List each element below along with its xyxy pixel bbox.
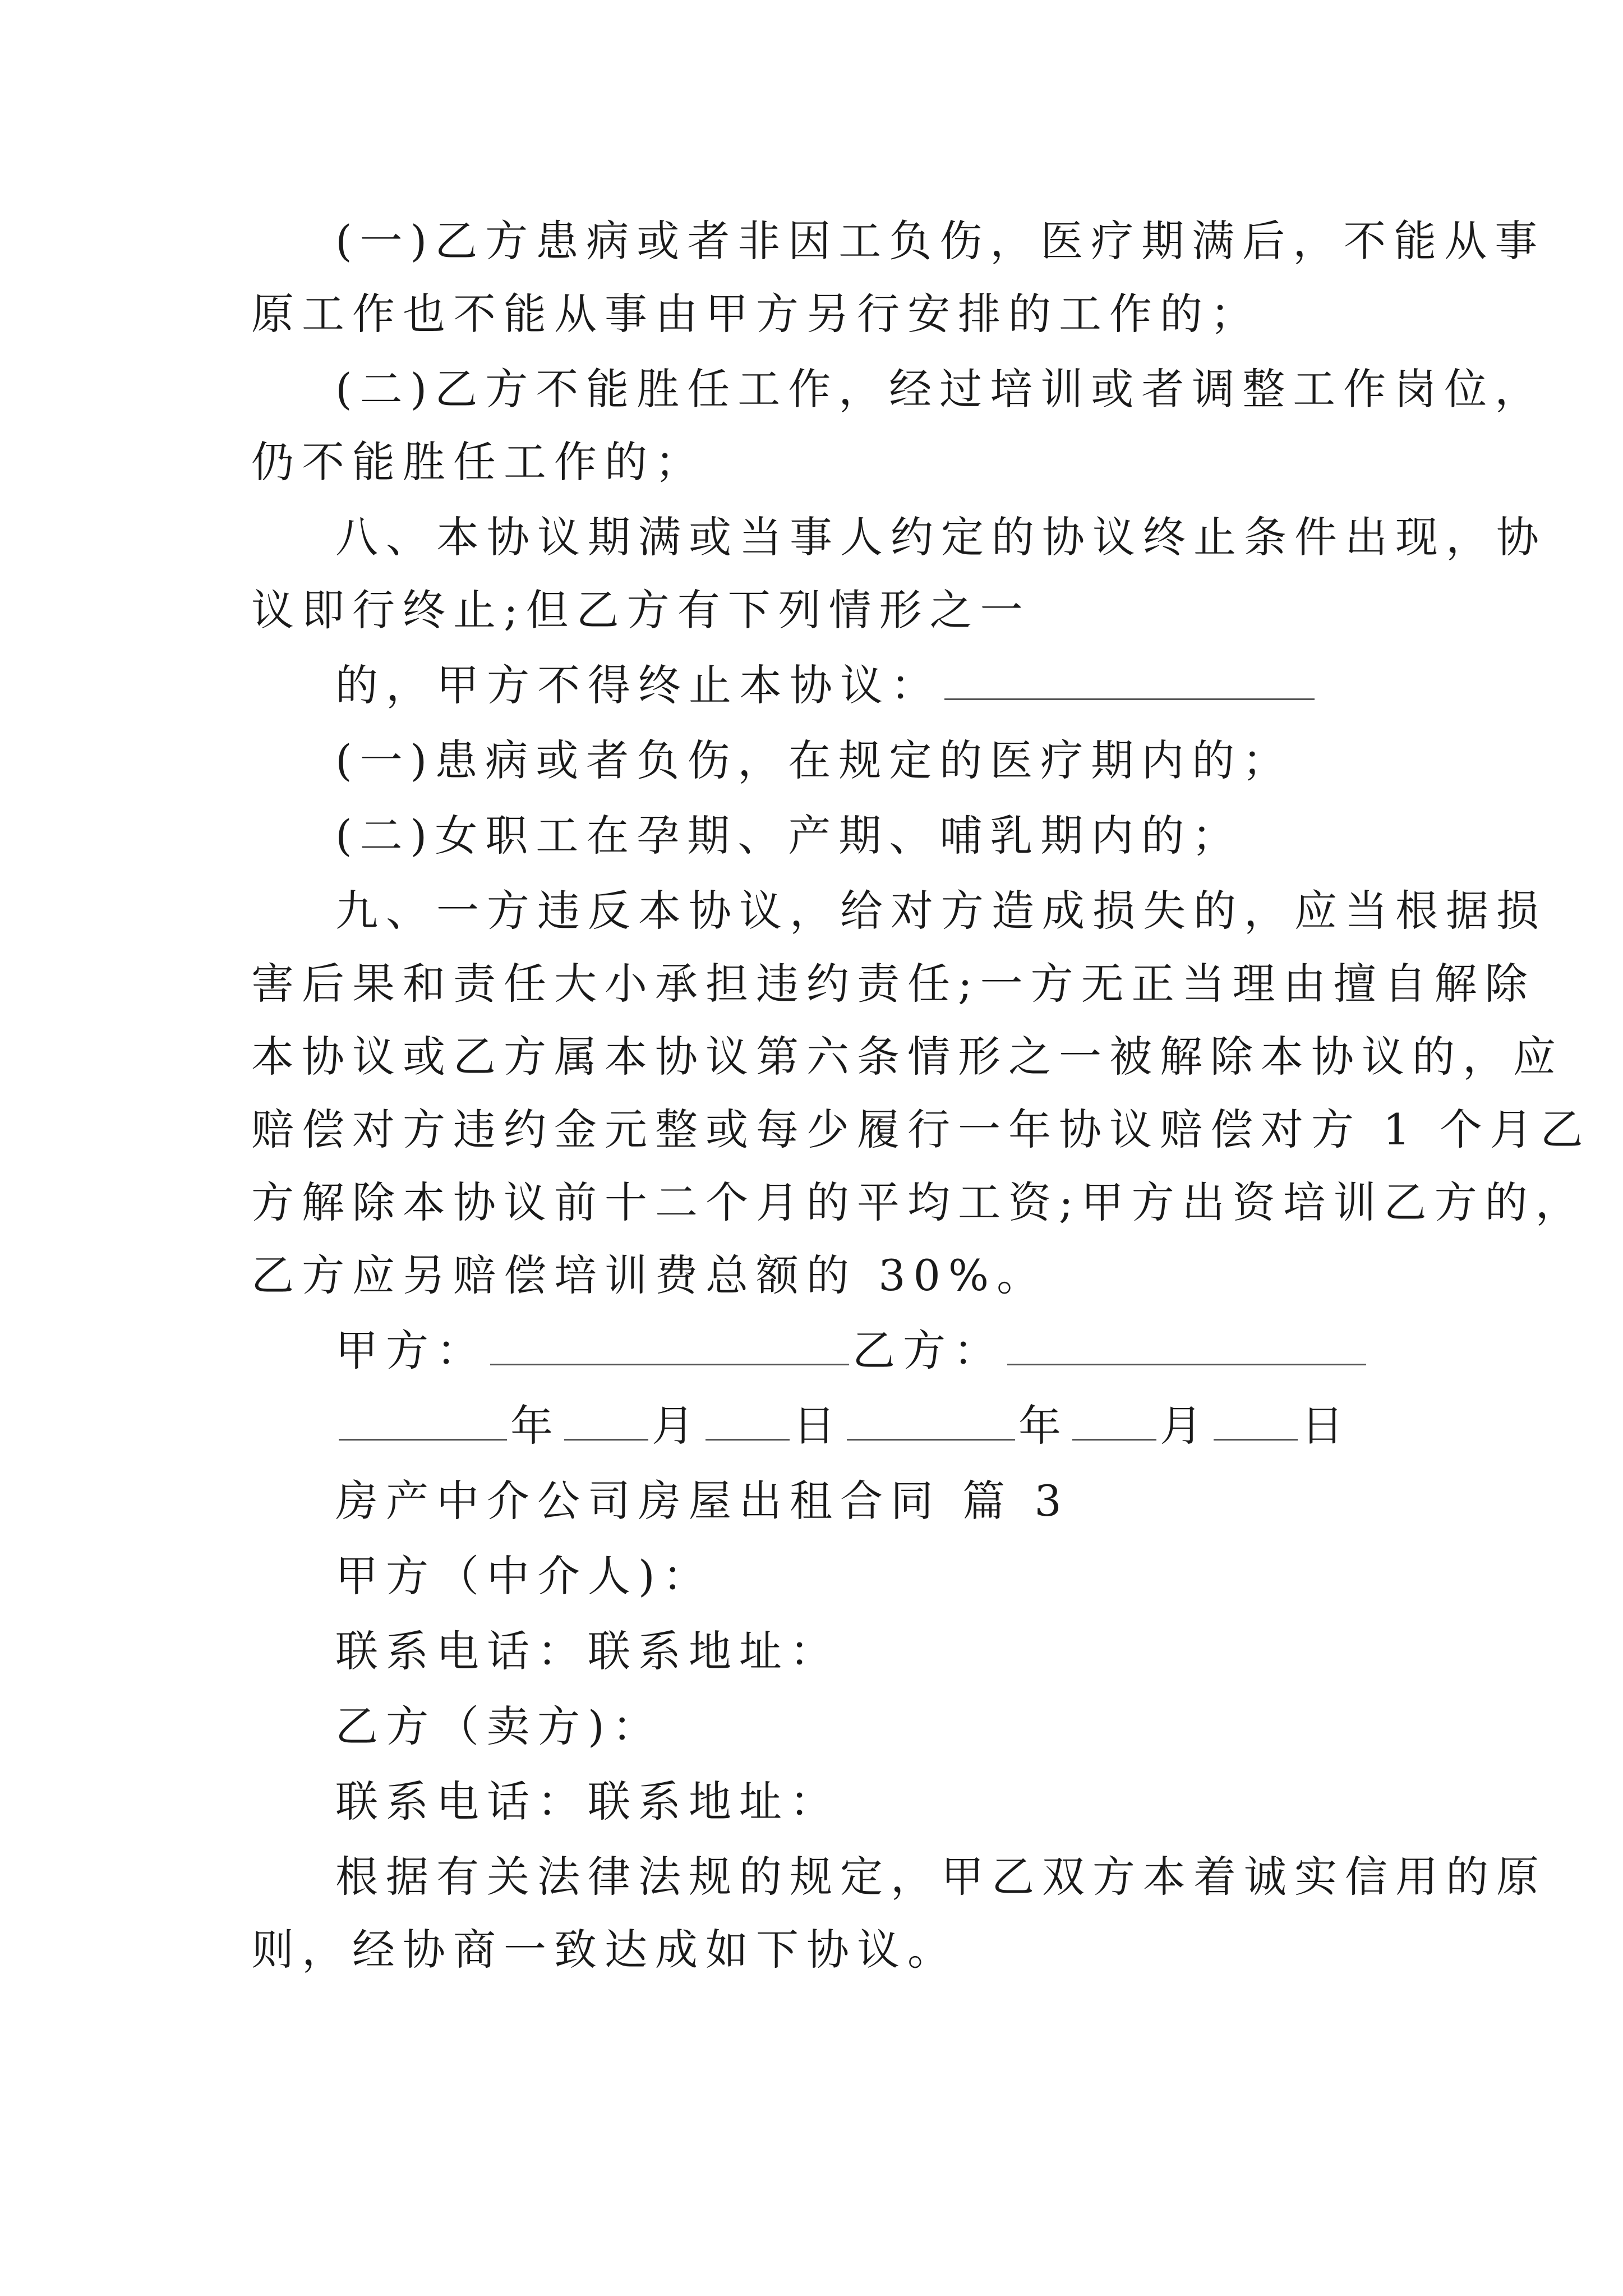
party-a-intermediary-label: 甲方（中介人)： bbox=[335, 1551, 713, 1601]
clause-8-blank[interactable] bbox=[944, 664, 1315, 700]
party-b-year-blank[interactable] bbox=[847, 1404, 1015, 1441]
party-b-day-label: 日 bbox=[1301, 1401, 1352, 1451]
closing-line-1: 根据有关法律法规的规定，甲乙双方本着诚实信用的原 bbox=[335, 1852, 1547, 1902]
party-a-day-label: 日 bbox=[793, 1401, 843, 1451]
party-a-month-label: 月 bbox=[652, 1401, 702, 1451]
clause-7-item-2-line-2: 仍不能胜任工作的； bbox=[251, 437, 706, 487]
clause-8-item-2: (二)女职工在孕期、产期、哺乳期内的； bbox=[335, 811, 1243, 861]
party-b-month-blank[interactable] bbox=[1072, 1404, 1156, 1441]
party-a-signature-blank[interactable] bbox=[490, 1329, 849, 1365]
clause-7-item-1-line-1: (一)乙方患病或者非因工负伤，医疗期满后，不能从事 bbox=[335, 216, 1546, 266]
party-b-signature-blank[interactable] bbox=[1007, 1329, 1366, 1365]
closing-line-2: 则，经协商一致达成如下协议。 bbox=[251, 1925, 958, 1975]
party-a-month-blank[interactable] bbox=[564, 1404, 648, 1441]
clause-9-line-3: 本协议或乙方属本协议第六条情形之一被解除本协议的，应 bbox=[251, 1032, 1564, 1082]
clause-9-line-2: 害后果和责任大小承担违约责任;一方无正当理由擅自解除 bbox=[251, 959, 1536, 1009]
party-b-year-label: 年 bbox=[1018, 1401, 1069, 1451]
clause-9-line-4: 赔偿对方违约金元整或每少履行一年协议赔偿对方 1 个月乙 bbox=[251, 1105, 1591, 1154]
clause-7-item-1-line-2: 原工作也不能从事由甲方另行安排的工作的； bbox=[251, 289, 1261, 339]
signature-date-line bbox=[335, 1398, 1352, 1454]
section-title: 房产中介公司房屋出租合同 篇 3 bbox=[335, 1476, 1069, 1526]
signature-parties-line bbox=[335, 1323, 1370, 1379]
party-a-contact-line: 联系电话：联系地址： bbox=[335, 1626, 840, 1676]
clause-9-line-6: 乙方应另赔偿培训费总额的 30%。 bbox=[251, 1250, 1048, 1300]
party-b-contact-line: 联系电话：联系地址： bbox=[335, 1777, 840, 1826]
clause-8-item-1: (一)患病或者负伤，在规定的医疗期内的； bbox=[335, 735, 1293, 785]
clause-9-line-5: 方解除本协议前十二个月的平均工资;甲方出资培训乙方的， bbox=[251, 1177, 1586, 1227]
party-a-year-label: 年 bbox=[510, 1401, 561, 1451]
clause-9-line-1: 九、一方违反本协议，给对方造成损失的，应当根据损 bbox=[335, 886, 1547, 936]
party-a-year-blank[interactable] bbox=[339, 1404, 507, 1441]
clause-8-line-2: 议即行终止;但乙方有下列情形之一 bbox=[251, 585, 1031, 635]
party-a-day-blank[interactable] bbox=[706, 1404, 790, 1441]
clause-7-item-2-line-1: (二)乙方不能胜任工作，经过培训或者调整工作岗位， bbox=[335, 364, 1546, 414]
party-b-day-blank[interactable] bbox=[1214, 1404, 1298, 1441]
clause-8-line-3-text: 的，甲方不得终止本协议： bbox=[335, 660, 941, 710]
clause-8-line-1: 八、本协议期满或当事人约定的协议终止条件出现，协 bbox=[335, 512, 1547, 562]
party-a-signature-label: 甲方： bbox=[335, 1326, 487, 1375]
party-b-signature-label: 乙方： bbox=[852, 1326, 1004, 1375]
party-b-seller-label: 乙方（卖方)： bbox=[335, 1701, 663, 1751]
clause-8-line-3 bbox=[335, 657, 1318, 714]
party-b-month-label: 月 bbox=[1160, 1401, 1210, 1451]
